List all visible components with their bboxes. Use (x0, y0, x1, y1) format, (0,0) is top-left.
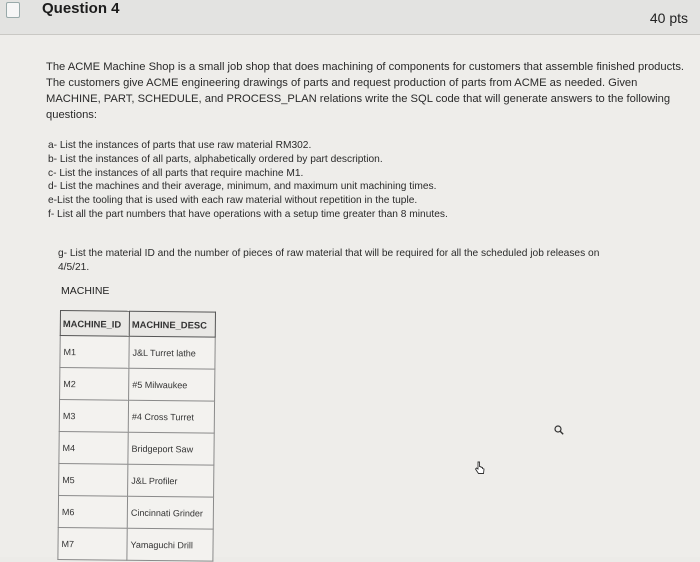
machine-id-cell: M7 (58, 527, 127, 560)
table-row (60, 368, 215, 402)
machine-id-cell: M5 (59, 463, 128, 496)
machine-table (57, 310, 216, 562)
question-intro (46, 59, 694, 123)
task-g-line: g- List the material ID and the number of pieces of raw material that will be required for all the scheduled job releases on (58, 248, 600, 259)
task-f: f- List all the part numbers that have operations with a setup time greater than 8 minutes. (48, 208, 448, 220)
task-list (48, 139, 608, 222)
column-header-machine-id: MACHINE_ID (60, 311, 129, 337)
machine-desc-cell: Yamaguchi Drill (127, 528, 213, 561)
machine-id-cell: M4 (59, 431, 128, 464)
column-header-machine-desc: MACHINE_DESC (129, 311, 215, 337)
machine-desc-cell: Bridgeport Saw (128, 432, 214, 465)
question-header (0, 0, 700, 35)
task-g-line: 4/5/21. (58, 262, 90, 273)
task-c: c- List the instances of all parts that require machine M1. (48, 167, 304, 179)
machine-desc-cell: #4 Cross Turret (128, 400, 214, 433)
machine-id-cell: M1 (60, 336, 129, 369)
machine-desc-cell: #5 Milwaukee (129, 368, 215, 401)
question-title: Question 4 (42, 0, 120, 17)
task-d: d- List the machines and their average, minimum, and maximum unit machining times. (48, 181, 437, 193)
table-row (59, 463, 214, 497)
table-row (58, 495, 213, 529)
question-points: 40 pts (649, 10, 688, 26)
question-body (0, 35, 700, 557)
intro-line: MACHINE, PART, SCHEDULE, and PROCESS_PLAN relations write the SQL code that will generate answers to the following (46, 93, 671, 105)
table-name: MACHINE (61, 285, 110, 297)
task-a: a- List the instances of parts that use raw material RM302. (48, 140, 312, 151)
task-g (58, 247, 658, 275)
table-row (59, 400, 214, 434)
task-b: b- List the instances of all parts, alphabetically ordered by part description. (48, 153, 383, 165)
machine-id-cell: M6 (58, 495, 127, 528)
intro-line: The ACME Machine Shop is a small job shop that does machining of components for customers that assemble finished products. (46, 61, 685, 73)
table-row (58, 527, 213, 561)
machine-id-cell: M2 (60, 368, 129, 401)
table-row (60, 336, 215, 370)
zoom-icon[interactable] (554, 422, 564, 432)
table-row (59, 431, 214, 465)
machine-id-cell: M3 (59, 400, 128, 433)
machine-desc-cell: J&L Profiler (128, 464, 214, 497)
intro-line: The customers give ACME engineering drawings of parts and request production of parts from ACME as needed. Given (46, 77, 638, 89)
table-header-row (60, 311, 215, 338)
task-e: e-List the tooling that is used with each raw material without repetition in the tuple. (48, 195, 418, 207)
machine-desc-cell: J&L Turret lathe (129, 336, 215, 369)
flag-checkbox[interactable] (6, 2, 20, 18)
intro-line: questions: (46, 109, 97, 121)
cursor-icon (474, 461, 486, 478)
machine-desc-cell: Cincinnati Grinder (127, 496, 213, 529)
